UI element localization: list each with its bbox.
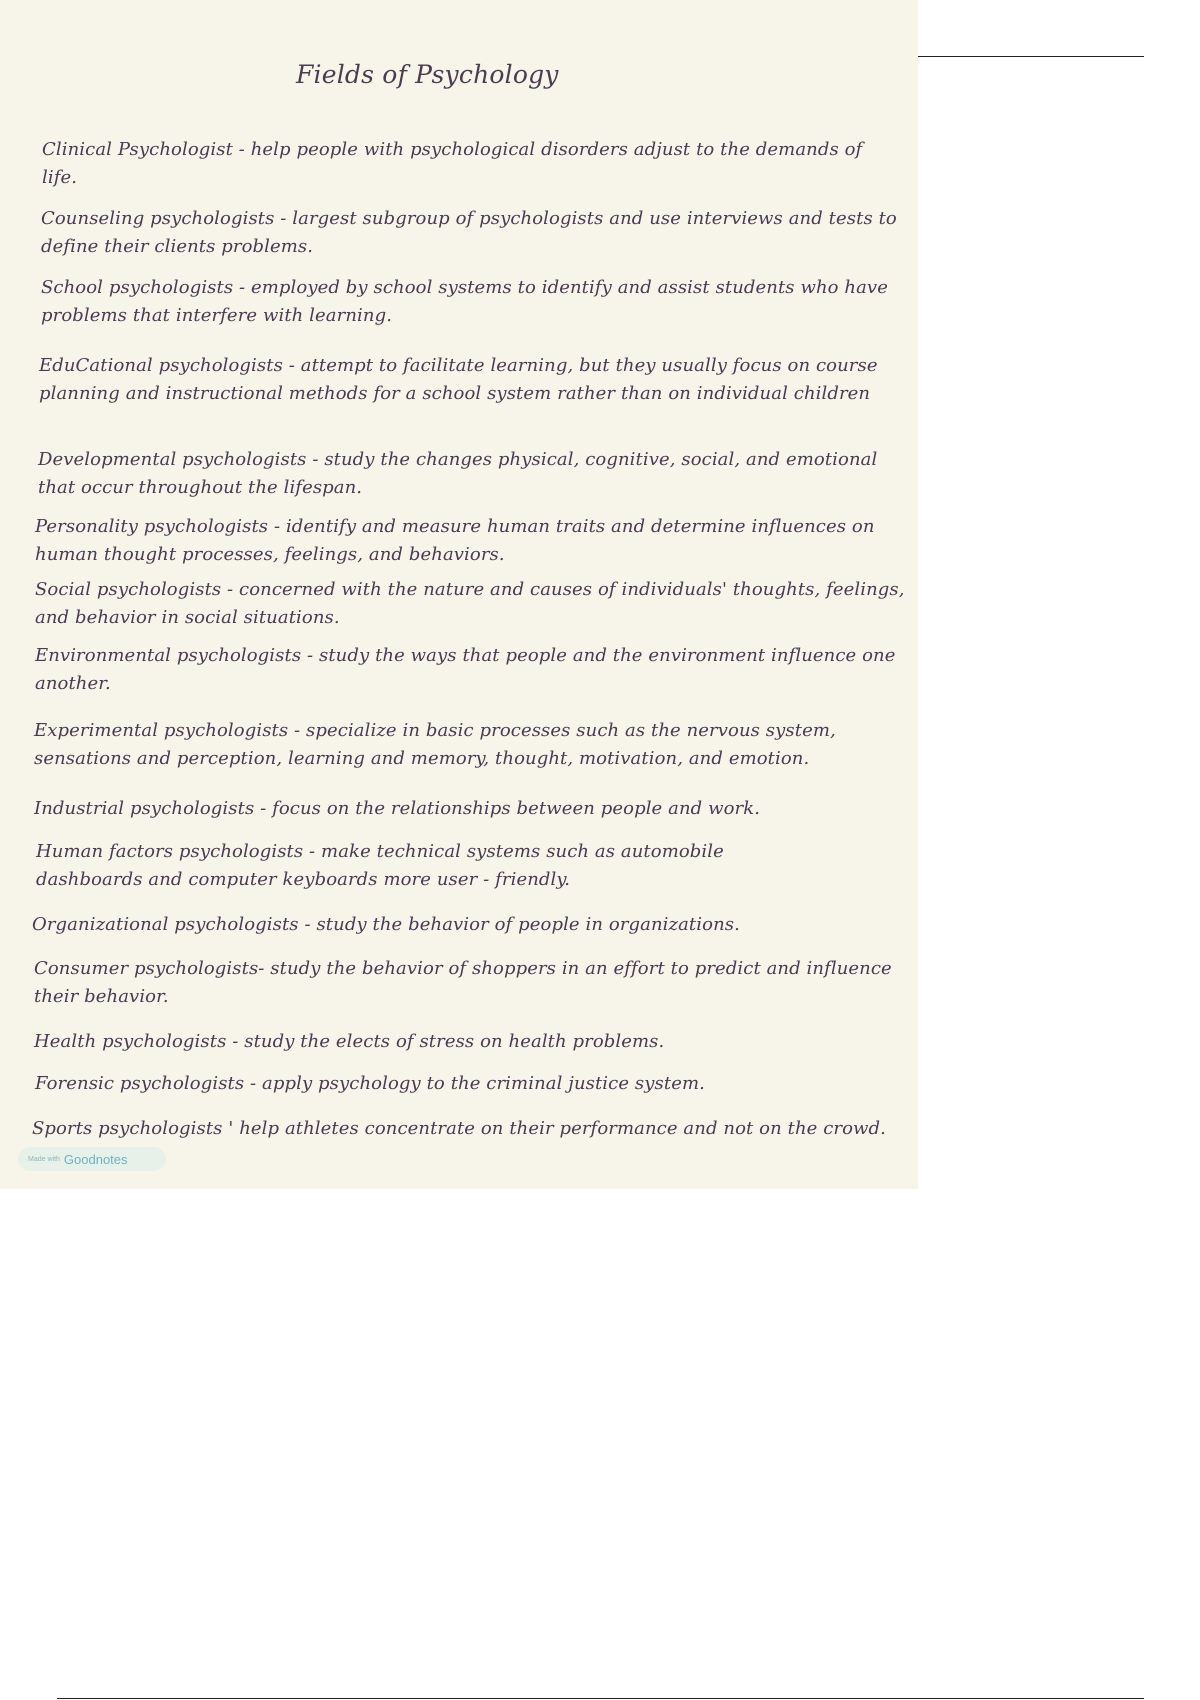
entry-environmental: Environmental psychologists - study the ways that people and the environment influence one another. [35, 645, 896, 694]
entry-personality: Personality psychologists - identify and measure human traits and determine influences on human thought processes, feelings, and behaviors. [35, 516, 875, 565]
entry-consumer: Consumer psychologists- study the behavior of shoppers in an effort to predict and influence their behavior. [34, 958, 892, 1007]
entry-social: Social psychologists - concerned with the nature and causes of individuals' thoughts, feelings, and behavior in social situations. [35, 579, 905, 628]
page-title: Fields of Psychology [296, 60, 559, 89]
entry-industrial: Industrial psychologists - focus on the relationships between people and work. [34, 798, 761, 819]
entry-developmental: Developmental psychologists - study the changes physical, cognitive, social, and emotional that occur throughout the lifespan. [38, 449, 878, 498]
watermark-prefix: Made with [28, 1155, 60, 1163]
watermark-brand: Goodnotes [63, 1151, 128, 1167]
entry-educational: EduCational psychologists - attempt to facilitate learning, but they usually focus on course planning and instructional methods for a school system rather than on individual children [39, 355, 878, 404]
entry-human-factors: Human factors psychologists - make technical systems such as automobile dashboards and computer keyboards more user - friendly. [36, 841, 724, 890]
entry-organizational: Organizational psychologists - study the behavior of people in organizations. [32, 914, 740, 935]
entry-sports: Sports psychologists ' help athletes concentrate on their performance and not on the crowd. [32, 1118, 886, 1139]
entry-school: School psychologists - employed by school systems to identify and assist students who have problems that interfere with learning. [41, 277, 888, 326]
entry-clinical: Clinical Psychologist - help people with psychological disorders adjust to the demands of life. [42, 139, 863, 188]
entry-counseling: Counseling psychologists - largest subgroup of psychologists and use interviews and tests to define their clients problems. [41, 208, 897, 257]
entry-forensic: Forensic psychologists - apply psychology to the criminal justice system. [35, 1073, 705, 1094]
entry-experimental: Experimental psychologists - specialize in basic processes such as the nervous system, sensations and perception, learning and memory, thought, motivation, and emotion. [34, 720, 836, 769]
entry-health: Health psychologists - study the elects of stress on health problems. [34, 1031, 665, 1052]
goodnotes-watermark [18, 1147, 166, 1171]
top-rule-line [918, 56, 1144, 57]
bottom-rule-line [57, 1698, 1144, 1699]
